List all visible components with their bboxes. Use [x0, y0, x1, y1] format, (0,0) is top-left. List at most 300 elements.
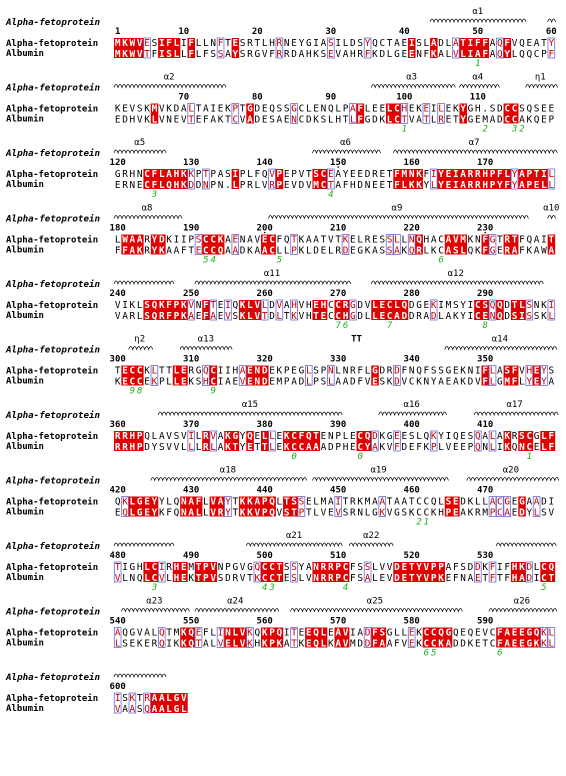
residue-afp: L: [533, 562, 540, 573]
residue-albumin: L: [327, 376, 334, 388]
residue-afp: T: [203, 169, 209, 180]
residue-number: 240: [109, 289, 126, 299]
residue-afp: C: [320, 169, 327, 180]
residue-albumin: A: [342, 376, 349, 388]
residue-afp: A: [533, 496, 540, 508]
residue-afp: K: [239, 300, 246, 311]
residue-albumin: V: [335, 507, 342, 519]
residue-afp: R: [276, 38, 283, 49]
residue-albumin: T: [305, 507, 312, 519]
residue-albumin: A: [489, 49, 496, 60]
disulfide-bond-label: 1: [401, 124, 408, 135]
residue-afp: Q: [423, 431, 430, 442]
residue-albumin: A: [438, 376, 444, 388]
residue-afp: Q: [526, 234, 533, 246]
residue-albumin: K: [158, 507, 165, 519]
residue-albumin: K: [438, 573, 444, 584]
residue-afp: V: [269, 169, 275, 180]
residue-albumin: V: [210, 507, 217, 519]
residue-afp: F: [166, 300, 172, 311]
residue-albumin: K: [298, 245, 305, 257]
residue-afp: I: [438, 300, 444, 311]
residue-albumin: C: [438, 245, 444, 257]
residue-afp: V: [210, 431, 217, 442]
residue-afp: D: [467, 562, 474, 573]
residue-afp: Q: [533, 627, 540, 639]
residue-afp: C: [423, 627, 430, 639]
structure-element-label: α17: [506, 400, 523, 410]
sequence-name-albumin: Albumin: [6, 638, 44, 649]
residue-afp: Q: [144, 431, 150, 442]
residue-afp: S: [438, 365, 444, 377]
residue-albumin: P: [203, 573, 209, 584]
residue-afp: R: [188, 365, 195, 377]
residue-afp: E: [232, 234, 239, 246]
residue-albumin: L: [533, 507, 540, 519]
residue-albumin: F: [357, 114, 364, 126]
residue-afp: Q: [173, 496, 180, 508]
residue-afp: V: [482, 627, 489, 639]
residue-afp: V: [180, 431, 187, 442]
helix-coil: [430, 19, 526, 22]
residue-albumin: S: [526, 311, 533, 322]
residue-afp: F: [350, 562, 356, 573]
residue-afp: D: [372, 431, 378, 442]
residue-albumin: C: [489, 638, 496, 650]
helix-coil: [379, 412, 447, 415]
residue-albumin: R: [269, 180, 275, 191]
residue-albumin: T: [401, 114, 408, 126]
residue-albumin: S: [144, 311, 150, 322]
residue-afp: L: [136, 300, 143, 311]
residue-albumin: R: [114, 442, 121, 453]
residue-afp: E: [533, 365, 540, 377]
residue-albumin: V: [180, 114, 187, 126]
residue-albumin: E: [136, 180, 143, 191]
residue-number: 120: [109, 158, 126, 168]
residue-number: 220: [403, 223, 420, 234]
residue-albumin: H: [254, 638, 261, 650]
residue-albumin: F: [489, 573, 496, 584]
disulfide-bond-label: 0: [291, 452, 297, 462]
residue-afp: E: [511, 627, 518, 639]
residue-albumin: Q: [217, 245, 224, 257]
residue-afp: S: [291, 562, 297, 573]
residue-afp: P: [489, 169, 496, 180]
residue-number: 180: [109, 223, 126, 234]
helix-coil: [445, 347, 557, 350]
residue-afp: L: [129, 496, 136, 508]
residue-afp: T: [497, 234, 503, 246]
residue-albumin: F: [188, 49, 195, 60]
residue-albumin: P: [239, 180, 246, 191]
residue-afp: K: [261, 627, 268, 639]
disulfide-bond-label: 7: [335, 321, 341, 331]
residue-afp: T: [166, 365, 172, 377]
residue-albumin: V: [401, 638, 408, 650]
residue-afp: A: [320, 38, 327, 49]
residue-afp: N: [225, 627, 231, 639]
residue-afp: L: [401, 234, 408, 246]
residue-albumin: R: [283, 49, 290, 60]
disulfide-bond-label: 6: [438, 255, 444, 266]
residue-afp: I: [122, 562, 128, 573]
helix-coil: [129, 347, 153, 350]
residue-afp: T: [195, 103, 202, 115]
residue-afp: K: [225, 431, 231, 442]
residue-afp: A: [254, 496, 261, 508]
residue-number: 190: [183, 223, 200, 234]
residue-afp: H: [526, 365, 533, 377]
residue-afp: M: [188, 562, 195, 573]
residue-afp: N: [283, 38, 290, 49]
residue-albumin: D: [225, 573, 231, 584]
residue-afp: A: [350, 103, 356, 115]
residue-afp: I: [158, 38, 165, 49]
residue-albumin: Q: [511, 442, 518, 453]
residue-afp: L: [357, 234, 364, 246]
residue-afp: A: [489, 38, 496, 49]
residue-afp: Q: [452, 627, 459, 639]
residue-albumin: A: [166, 245, 172, 257]
residue-afp: S: [195, 234, 202, 246]
residue-albumin: K: [180, 180, 187, 191]
residue-albumin: F: [482, 49, 489, 60]
residue-albumin: R: [320, 573, 327, 584]
residue-afp: Q: [254, 627, 261, 639]
residue-albumin: A: [504, 638, 511, 650]
helix-coil: [246, 543, 342, 546]
residue-albumin: L: [305, 245, 312, 257]
residue-afp: G: [298, 365, 305, 377]
residue-afp: V: [136, 38, 143, 49]
residue-afp: D: [394, 562, 400, 573]
residue-albumin: E: [350, 245, 356, 257]
residue-afp: V: [423, 562, 430, 573]
residue-albumin: L: [173, 49, 180, 60]
residue-afp: A: [335, 627, 342, 639]
residue-afp: V: [364, 300, 371, 311]
residue-number: 110: [469, 92, 486, 103]
residue-afp: Q: [474, 431, 481, 442]
helix-coil: [114, 281, 174, 284]
residue-albumin: V: [173, 442, 180, 453]
residue-afp: A: [180, 103, 187, 115]
residue-afp: C: [335, 300, 342, 311]
residue-afp: L: [394, 627, 400, 639]
residue-afp: R: [474, 169, 481, 180]
residue-albumin: L: [489, 376, 496, 388]
residue-afp: P: [342, 103, 349, 115]
residue-number: 160: [403, 158, 420, 168]
structure-row-label: Alpha-fetoprotein: [6, 82, 101, 94]
residue-albumin: D: [364, 638, 371, 650]
residue-afp: C: [416, 496, 422, 508]
residue-afp: E: [519, 627, 525, 639]
residue-albumin: K: [533, 638, 540, 650]
residue-afp: I: [541, 169, 547, 180]
residue-afp: A: [114, 627, 121, 639]
residue-number: 40: [398, 27, 410, 37]
residue-afp: L: [247, 300, 253, 311]
residue-afp: D: [408, 300, 415, 311]
residue-afp: S: [445, 496, 452, 508]
residue-afp: L: [504, 169, 511, 180]
residue-albumin: C: [261, 573, 268, 584]
residue-albumin: H: [203, 376, 209, 388]
residue-albumin: G: [394, 49, 400, 60]
sequence-name-afp: Alpha-fetoprotein: [6, 170, 99, 180]
residue-number: 60: [545, 27, 557, 37]
residue-albumin: Q: [497, 49, 503, 60]
residue-albumin: V: [114, 573, 121, 584]
residue-afp: F: [357, 365, 364, 377]
residue-albumin: F: [166, 507, 172, 519]
residue-afp: R: [203, 431, 209, 442]
residue-albumin: A: [372, 442, 378, 453]
residue-afp: Q: [416, 365, 422, 377]
residue-albumin: S: [291, 573, 297, 584]
residue-afp: N: [313, 562, 319, 573]
residue-afp: F: [504, 38, 511, 49]
residue-albumin: E: [114, 114, 121, 126]
residue-afp: I: [541, 234, 547, 246]
residue-afp: N: [254, 365, 261, 377]
residue-afp: F: [254, 169, 261, 180]
residue-afp: E: [460, 627, 466, 639]
residue-afp: L: [335, 365, 342, 377]
residue-albumin: L: [430, 114, 437, 126]
residue-afp: Q: [232, 300, 239, 311]
residue-albumin: D: [298, 376, 305, 388]
residue-albumin: K: [276, 638, 283, 650]
structure-element-label: α7: [468, 138, 480, 148]
helix-coil: [290, 609, 462, 612]
residue-albumin: D: [430, 311, 437, 322]
residue-afp: L: [151, 365, 158, 377]
residue-afp: N: [327, 431, 334, 442]
residue-number: 310: [183, 354, 200, 365]
residue-afp: Q: [467, 627, 474, 639]
residue-albumin: K: [467, 507, 474, 519]
residue-afp: Y: [438, 169, 444, 180]
residue-afp: K: [144, 365, 150, 377]
disulfide-bond-label: 4: [328, 190, 334, 200]
structure-element-label: α25: [366, 596, 384, 607]
residue-afp: H: [423, 234, 430, 246]
residue-albumin: H: [173, 573, 180, 584]
residue-albumin: D: [357, 180, 364, 191]
residue-albumin: P: [430, 573, 437, 584]
residue-albumin: P: [526, 180, 533, 191]
residue-afp: L: [372, 300, 378, 311]
residue-afp: A: [482, 431, 489, 442]
residue-albumin: F: [364, 49, 371, 60]
residue-albumin: D: [497, 114, 503, 126]
residue-afp: F: [203, 627, 209, 639]
residue-afp: C: [203, 234, 209, 246]
residue-afp: L: [386, 103, 393, 115]
residue-albumin: P: [313, 376, 319, 388]
residue-afp: E: [350, 169, 356, 180]
residue-afp: Q: [497, 300, 503, 311]
residue-afp: A: [533, 234, 540, 246]
residue-albumin: K: [460, 376, 466, 388]
residue-albumin: Q: [474, 442, 481, 453]
alignment-block: [5, 400, 558, 462]
residue-afp: E: [144, 496, 150, 508]
residue-albumin: E: [408, 638, 415, 650]
residue-albumin: A: [548, 376, 555, 388]
residue-number: 260: [256, 289, 273, 299]
residue-afp: Y: [460, 103, 466, 115]
residue-albumin: K: [247, 245, 253, 257]
residue-albumin: K: [180, 311, 187, 322]
residue-albumin: K: [298, 638, 305, 650]
residue-afp: V: [452, 234, 459, 246]
disulfide-bond-label: 5: [276, 255, 283, 266]
residue-albumin: L: [548, 638, 555, 650]
residue-number: 200: [256, 223, 273, 234]
residue-afp: T: [548, 234, 555, 246]
residue-afp: Q: [261, 169, 268, 180]
residue-afp: E: [401, 431, 408, 442]
residue-albumin: A: [225, 49, 231, 60]
residue-albumin: L: [327, 245, 334, 257]
residue-albumin: A: [372, 245, 378, 257]
residue-afp: R: [144, 234, 150, 246]
residue-afp: Q: [526, 103, 533, 115]
residue-albumin: F: [504, 573, 511, 584]
residue-number: 300: [109, 354, 126, 365]
residue-afp: L: [151, 627, 158, 639]
residue-afp: N: [195, 300, 202, 311]
residue-albumin: A: [335, 180, 342, 191]
residue-afp: G: [195, 365, 202, 377]
residue-afp: L: [364, 365, 371, 377]
residue-afp: A: [158, 431, 165, 442]
residue-afp: Q: [372, 38, 378, 49]
residue-afp: I: [548, 300, 555, 311]
residue-albumin: E: [408, 49, 415, 60]
residue-albumin: R: [247, 49, 253, 60]
residue-albumin: L: [423, 245, 430, 257]
residue-afp: M: [445, 300, 452, 311]
residue-afp: V: [239, 627, 246, 639]
residue-afp: A: [379, 496, 386, 508]
residue-albumin: E: [122, 376, 128, 388]
residue-afp: H: [173, 169, 180, 180]
residue-afp: D: [541, 496, 547, 508]
helix-coil: [268, 216, 528, 219]
sequence-name-albumin: Albumin: [6, 442, 44, 452]
residue-afp: F: [401, 365, 408, 377]
residue-afp: K: [452, 103, 459, 115]
helix-coil: [312, 150, 380, 153]
residue-albumin: V: [276, 507, 283, 519]
residue-albumin: L: [188, 442, 195, 453]
residue-afp: S: [467, 431, 474, 442]
residue-afp: I: [335, 496, 342, 508]
residue-albumin: C: [504, 114, 511, 126]
residue-albumin: N: [203, 180, 209, 191]
residue-afp: Q: [401, 300, 408, 311]
residue-albumin: I: [166, 638, 172, 650]
residue-albumin: F: [548, 442, 555, 453]
residue-albumin: A: [320, 442, 327, 453]
residue-afp: F: [474, 38, 481, 49]
residue-albumin: H: [511, 573, 518, 584]
residue-afp: G: [173, 693, 180, 704]
residue-afp: D: [474, 562, 481, 573]
residue-number: 340: [403, 354, 420, 365]
residue-afp: E: [313, 103, 319, 115]
residue-albumin: D: [394, 573, 400, 584]
residue-albumin: A: [225, 245, 231, 257]
residue-afp: R: [144, 693, 150, 704]
residue-albumin: T: [342, 114, 349, 126]
residue-afp: L: [489, 431, 496, 442]
residue-albumin: F: [519, 245, 525, 257]
residue-albumin: E: [195, 114, 202, 126]
residue-albumin: T: [313, 311, 319, 322]
helix-coil: [393, 150, 557, 153]
residue-afp: C: [327, 300, 334, 311]
residue-albumin: E: [276, 442, 283, 453]
residue-albumin: R: [129, 311, 136, 322]
residue-albumin: E: [114, 507, 121, 519]
residue-afp: K: [129, 693, 136, 704]
residue-albumin: C: [416, 507, 422, 519]
residue-afp: A: [357, 627, 364, 639]
residue-afp: Q: [327, 103, 334, 115]
residue-number: 320: [256, 354, 273, 365]
residue-afp: E: [261, 103, 268, 115]
residue-albumin: A: [232, 245, 239, 257]
residue-afp: T: [114, 365, 121, 377]
residue-albumin: E: [497, 245, 503, 257]
residue-number: 540: [109, 616, 126, 627]
residue-afp: A: [283, 300, 290, 311]
structure-element-label: α19: [370, 465, 387, 476]
alignment-block: [5, 7, 557, 69]
residue-albumin: K: [313, 49, 319, 60]
residue-albumin: Q: [151, 311, 158, 322]
sequence-name-albumin: Albumin: [6, 311, 44, 321]
residue-afp: N: [342, 365, 349, 377]
residue-albumin: A: [533, 245, 540, 257]
residue-afp: S: [408, 431, 415, 442]
residue-afp: T: [408, 496, 415, 508]
residue-albumin: D: [526, 573, 533, 584]
residue-albumin: L: [254, 180, 261, 191]
residue-afp: H: [305, 300, 312, 311]
residue-afp: A: [445, 234, 452, 246]
residue-albumin: N: [482, 442, 489, 453]
structure-element-label: α12: [447, 269, 464, 279]
residue-albumin: F: [203, 114, 209, 126]
residue-number: 380: [256, 420, 273, 430]
residue-albumin: A: [394, 311, 400, 322]
residue-afp: C: [342, 562, 349, 573]
sequence-name-albumin: Albumin: [6, 507, 44, 518]
residue-afp: Q: [247, 431, 253, 442]
residue-albumin: H: [129, 114, 136, 126]
residue-albumin: I: [467, 311, 474, 322]
residue-afp: L: [438, 103, 444, 115]
residue-afp: T: [166, 627, 172, 639]
residue-afp: A: [327, 496, 334, 508]
